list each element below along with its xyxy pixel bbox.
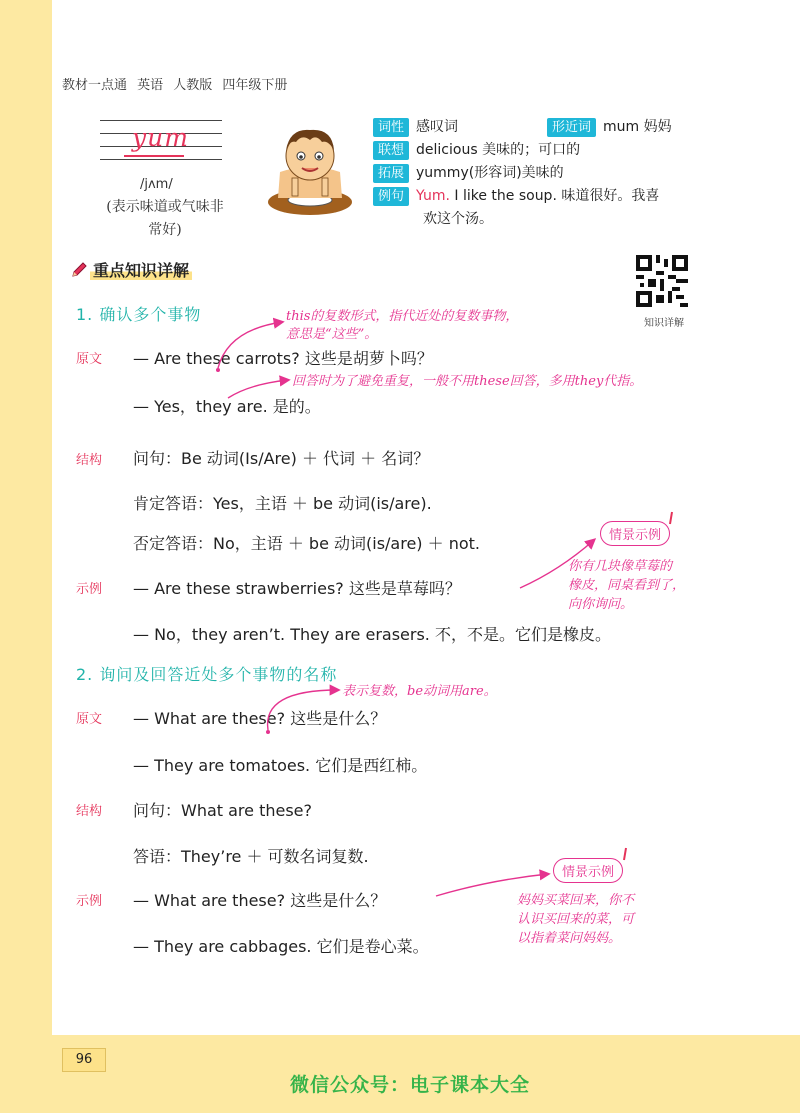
scene-line: 橡皮，同桌看到了， xyxy=(568,578,686,593)
structure-line: 肯定答语：Yes，主语 ＋ be 动词(is/are). xyxy=(133,494,432,513)
tag-pos: 词性 xyxy=(373,118,409,137)
example-highlight: Yum. xyxy=(416,188,450,204)
tag-association: 联想 xyxy=(373,141,409,160)
tag-extension: 拓展 xyxy=(373,164,409,183)
original-line: — Yes，they are. 是的。 xyxy=(133,397,321,416)
label-example: 示例 xyxy=(76,578,102,597)
structure-line: 否定答语：No，主语 ＋ be 动词(is/are) ＋ not. xyxy=(133,534,481,553)
point1-note-top xyxy=(286,308,518,344)
vocab-row-association xyxy=(373,139,580,160)
original-line: — Are these carrots? 这些是胡萝卜吗？ xyxy=(133,349,433,368)
label-example: 示例 xyxy=(76,890,102,909)
tag-example-sentence: 例句 xyxy=(373,187,409,206)
label-structure: 结构 xyxy=(76,449,102,468)
ruled-line xyxy=(100,120,222,121)
example-sentence-cont: 欢这个汤。 xyxy=(423,211,493,227)
vocab-row-example xyxy=(373,185,659,206)
tag-similar: 形近词 xyxy=(547,118,596,137)
example-line: — No，they aren’t. They are erasers. 不，不是。它们是橡皮。 xyxy=(133,625,611,644)
note-line: this的复数形式，指代近处的复数事物， xyxy=(286,309,519,324)
vocab-row-pos xyxy=(373,116,458,137)
structure-line: 问句：Be 动词(Is/Are) ＋ 代词 ＋ 名词？ xyxy=(133,449,430,468)
qr-code[interactable] xyxy=(636,255,688,307)
word-underline xyxy=(124,155,184,157)
scene-line: 认识买回来的菜，可 xyxy=(517,912,635,927)
vocab-row-extension xyxy=(373,162,564,183)
point2-scene-text xyxy=(517,891,634,948)
structure-line: 问句：What are these? xyxy=(133,801,313,820)
note-line: 意思是“这些”。 xyxy=(286,327,378,342)
similar-text: mum 妈妈 xyxy=(603,119,672,135)
example-line: — They are cabbages. 它们是卷心菜。 xyxy=(133,937,429,956)
example-sentence-text: I like the soup. 味道很好。我喜 xyxy=(449,188,660,204)
point1-scene-text xyxy=(568,557,685,614)
page-header: 教材一点通 英语 人教版 四年级下册 xyxy=(62,78,288,93)
point1-note-mid: 回答时为了避免重复，一般不用these回答，多用they代指。 xyxy=(292,374,643,389)
example-line: — Are these strawberries? 这些是草莓吗？ xyxy=(133,579,461,598)
phonetic: /jʌm/ xyxy=(140,177,173,192)
page-number: 96 xyxy=(62,1048,106,1072)
section-title xyxy=(70,258,192,281)
association-text: delicious 美味的；可口的 xyxy=(416,142,581,158)
point2-title: 2. 询问及回答近处多个事物的名称 xyxy=(76,665,338,684)
scene-line: 以指着菜问妈妈。 xyxy=(517,931,622,946)
scene-line: 向你询问。 xyxy=(568,597,634,612)
structure-line: 答语：They’re ＋ 可数名词复数. xyxy=(133,847,369,866)
label-original: 原文 xyxy=(76,348,102,367)
scene-line: 妈妈买菜回来，你不 xyxy=(517,893,635,908)
boy-eating-soup-illustration xyxy=(262,120,358,218)
point1-title: 1. 确认多个事物 xyxy=(76,305,202,324)
qr-label: 知识详解 xyxy=(644,318,684,329)
vocab-word: yum xyxy=(132,123,189,152)
ruled-line xyxy=(100,159,222,160)
scene-label: 情景示例 xyxy=(600,521,670,546)
extension-text: yummy(形容词)美味的 xyxy=(416,165,564,181)
vocab-row-similar xyxy=(547,116,672,137)
pencil-icon xyxy=(70,261,88,279)
scene-line: 你有几块像草莓的 xyxy=(568,559,673,574)
label-original: 原文 xyxy=(76,708,102,727)
point2-note: 表示复数，be动词用are。 xyxy=(342,684,497,699)
page-margin-band xyxy=(0,0,52,1113)
example-line: — What are these? 这些是什么？ xyxy=(133,891,387,910)
word-meaning: (表示味道或气味非常好) xyxy=(106,199,224,238)
watermark: 微信公众号：电子课本大全 xyxy=(290,1074,531,1096)
scene-label: 情景示例 xyxy=(553,858,623,883)
original-line: — What are these? 这些是什么？ xyxy=(133,709,387,728)
section-title-text: 重点知识详解 xyxy=(90,261,192,280)
label-structure: 结构 xyxy=(76,800,102,819)
original-line: — They are tomatoes. 它们是西红柿。 xyxy=(133,756,428,775)
pos-text: 感叹词 xyxy=(416,119,459,135)
